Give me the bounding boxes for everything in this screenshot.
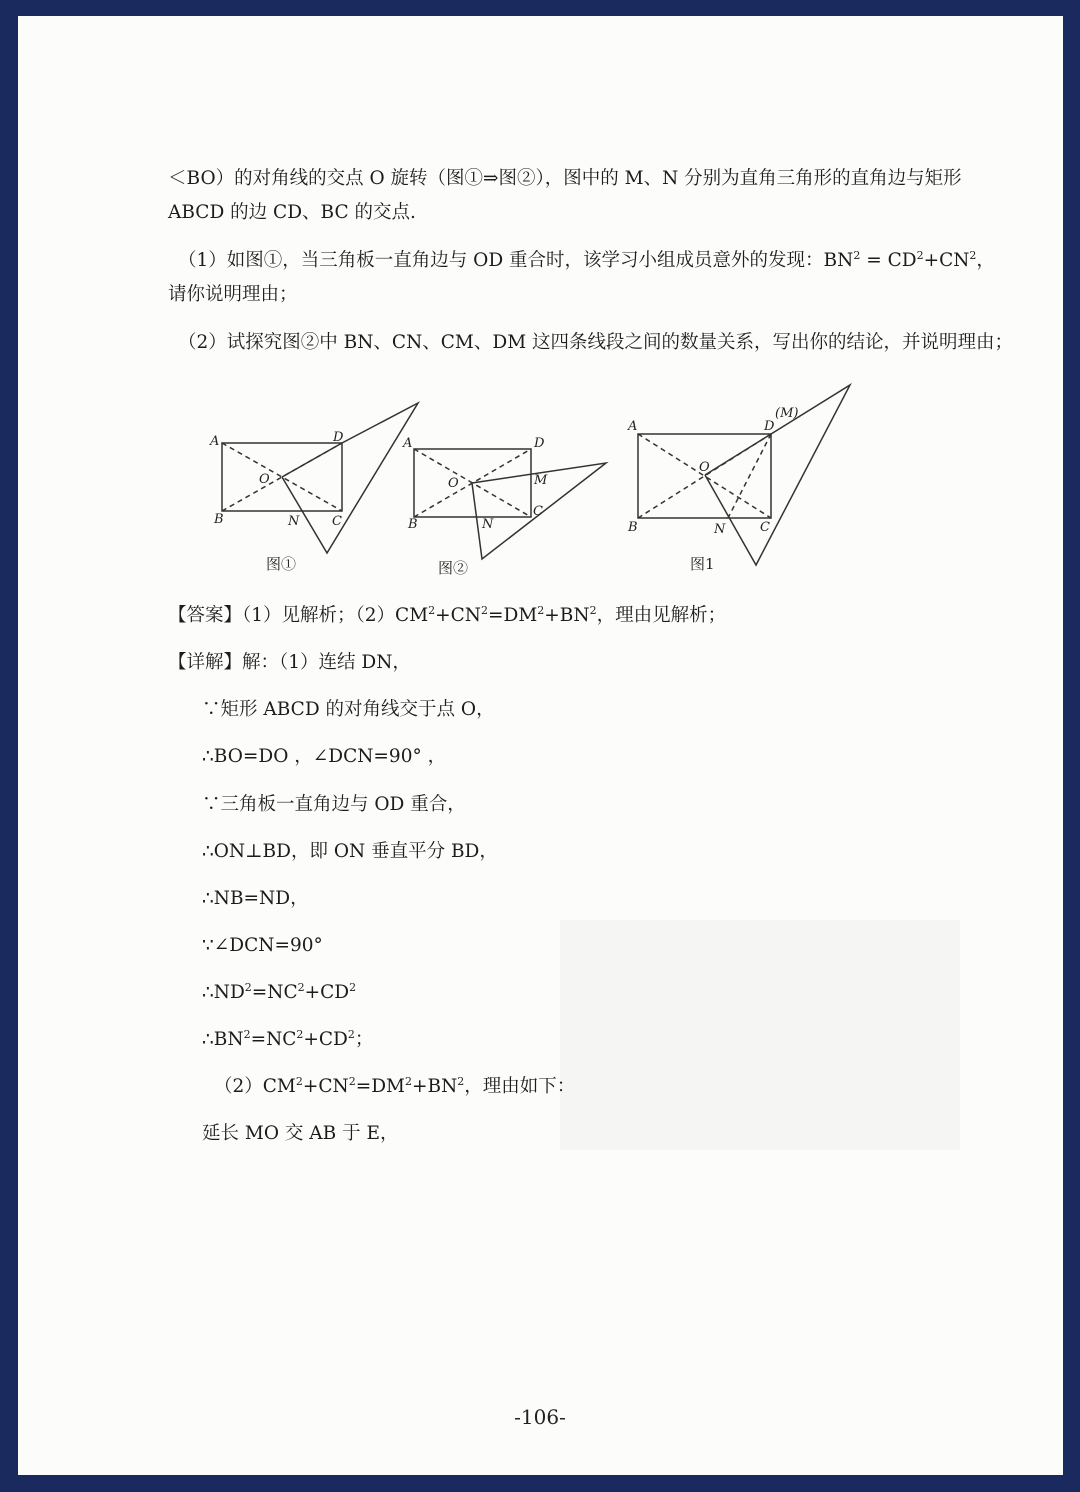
fig3-label-d: D <box>764 419 775 434</box>
step-7: $\therefore ND^2=NC^2+CD^2$ <box>202 981 357 1003</box>
step-3: ∵三角板一直角边与 OD 重合， <box>202 794 466 815</box>
answer-line: 【答案】（1）见解析；$(2)CM^2+CN^2=DM^2+BN^2$，理由见解析； <box>168 604 727 626</box>
detail-line: 【详解】解：（1）连结 DN， <box>168 652 411 673</box>
part-2-step-1: 延长 MO 交 AB 于 E， <box>202 1123 399 1144</box>
question-2: （2）试探究图②中 BN、CN、CM、DM 这四条线段之间的数量关系，写出你的结论，并说明理由； <box>178 332 1014 353</box>
document-page <box>18 16 1063 1475</box>
fig2-label-a: A <box>403 436 413 451</box>
fig3-label-b: B <box>628 520 638 535</box>
figure-3 <box>638 385 850 565</box>
step-4: ∴ON⊥BD，即 ON 垂直平分 BD， <box>202 841 498 862</box>
fig3-caption: 图1 <box>690 555 715 573</box>
figure-2 <box>414 449 606 559</box>
text-line-1: ＜BO）的对角线的交点 O 旋转（图①⇒图②），图中的 M、N 分别为直角三角形的直角边与矩形 <box>168 168 962 189</box>
step-8: $\therefore BN^2=NC^2+CD^2$； <box>202 1028 374 1050</box>
fig1-label-b: B <box>214 512 224 527</box>
page-number: -106- <box>514 1405 566 1429</box>
fig2-label-b: B <box>408 517 418 532</box>
fig2-label-m: M <box>534 473 548 488</box>
fig1-label-d: D <box>333 430 344 445</box>
fig2-label-c: C <box>533 504 543 519</box>
bleed-through-area <box>560 920 960 1150</box>
geometry-figures <box>190 375 870 585</box>
answer-tag: 【答案】 <box>168 605 243 626</box>
step-5: ∴NB=ND， <box>202 888 309 909</box>
fig1-triangle <box>282 403 418 553</box>
step-1: ∵矩形 ABCD 的对角线交于点 O， <box>202 699 495 720</box>
fig2-label-n: N <box>482 517 494 532</box>
fig2-label-o: O <box>448 476 459 491</box>
question-1-cont: 请你说明理由； <box>168 284 298 305</box>
fig1-label-a: A <box>210 434 220 449</box>
fig1-label-o: O <box>259 472 270 487</box>
fig3-label-c: C <box>760 520 770 535</box>
fig2-label-d: D <box>534 436 545 451</box>
figure-1 <box>222 403 418 553</box>
fig2-caption: 图② <box>438 559 469 577</box>
fig1-label-n: N <box>288 514 300 529</box>
fig1-label-c: C <box>332 514 342 529</box>
fig3-label-m: (M) <box>775 406 799 421</box>
fig3-label-a: A <box>628 419 638 434</box>
fig3-label-o: O <box>699 460 710 475</box>
fig1-caption: 图① <box>266 555 297 573</box>
fig3-label-n: N <box>714 522 726 537</box>
step-6: ∵∠DCN=90° <box>202 935 323 956</box>
step-2: ∴BO=DO ，∠DCN=90° ， <box>202 746 447 767</box>
text-line-2: ABCD 的边 CD、BC 的交点. <box>168 202 416 223</box>
part-2-conclusion: $(2)CM^2+CN^2=DM^2+BN^2$，理由如下： <box>214 1075 576 1097</box>
detail-tag: 【详解】 <box>168 652 243 673</box>
question-1: （1）如图①，当三角板一直角边与 OD 重合时，该学习小组成员意外的发现：$BN^2 = CD^2+CN^2$， <box>178 249 995 271</box>
